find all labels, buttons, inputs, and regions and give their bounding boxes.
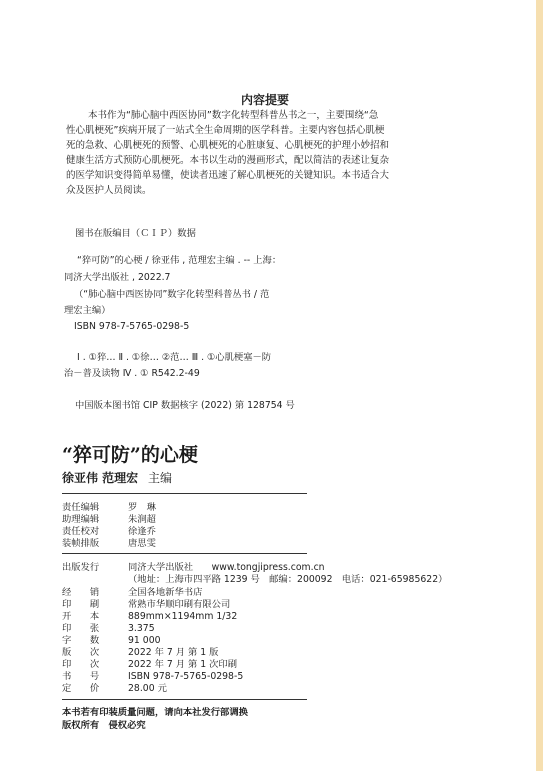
divider — [62, 493, 307, 494]
cip-number: 中国版本图书馆 CIP 数据核字 (2022) 第 128754 号 — [75, 400, 295, 411]
summary-line: 众及医护人员阅读。 — [66, 185, 152, 196]
author-names: 徐亚伟 范理宏 — [62, 471, 139, 485]
cip-line: 治－普及读物 Ⅳ . ① R542.2-49 — [64, 368, 200, 379]
pub-value: 常熟市华顺印刷有限公司 — [128, 599, 231, 610]
cip-line: （“肺心脑中西医协同”数字化转型科普丛书 / 范 — [74, 289, 270, 300]
divider — [62, 553, 307, 554]
pub-label: 定 价 — [62, 683, 100, 694]
pub-value: 全国各地新华书店 — [128, 587, 203, 598]
cip-line: 理宏主编） — [64, 305, 111, 316]
staff-label: 装帧排版 — [62, 538, 100, 549]
staff-label: 责任校对 — [62, 526, 100, 537]
summary-line: 本书作为“肺心脑中西医协同”数字化转型科普丛书之一，主要围绕“急 — [88, 110, 379, 121]
pub-value: 889mm×1194mm 1/32 — [128, 611, 238, 622]
pub-label: 印 刷 — [62, 599, 100, 610]
pub-value: 3.375 — [128, 623, 155, 634]
pub-value: 91 000 — [128, 635, 161, 646]
staff-label: 助理编辑 — [62, 514, 100, 525]
pub-value: 2022 年 7 月 第 1 版 — [128, 647, 219, 658]
book-authors — [62, 469, 172, 486]
summary-line: 健康生活方式预防心肌梗死。本书以生动的漫画形式，配以简洁的表述让复杂 — [66, 155, 390, 166]
quality-notice: 本书若有印装质量问题，请向本社发行部调换 — [62, 707, 248, 718]
pub-label: 开 本 — [62, 611, 100, 622]
summary-title: 内容提要 — [240, 93, 289, 107]
cip-line: “猝可防”的心梗 / 徐亚伟 , 范理宏主编 . -- 上海： — [77, 255, 282, 266]
summary-line: 性心肌梗死”疾病开展了一站式全生命周期的医学科普。主要内容包括心肌梗 — [66, 125, 385, 136]
cip-line: Ⅰ . ①猝… Ⅱ . ①徐… ②范… Ⅲ . ①心肌梗塞－防 — [77, 352, 272, 363]
cip-isbn: ISBN 978-7-5765-0298-5 — [74, 321, 190, 332]
pub-value: 28.00 元 — [128, 683, 167, 694]
summary-line: 的医学知识变得简单易懂，使读者迅速了解心肌梗死的关键知识。本书适合大 — [66, 170, 390, 181]
pub-label: 印 张 — [62, 623, 100, 634]
cip-heading: 图书在版编目（ＣＩＰ）数据 — [75, 228, 196, 239]
staff-label: 责任编辑 — [62, 502, 100, 513]
pub-label: 书 号 — [62, 671, 100, 682]
pub-label: 印 次 — [62, 659, 100, 670]
page-edge-stripe — [536, 0, 543, 771]
pub-label: 经 销 — [62, 587, 100, 598]
pub-label: 字 数 — [62, 635, 100, 646]
copyright-notice: 版权所有 侵权必究 — [62, 720, 146, 731]
staff-value: 朱涧超 — [128, 514, 156, 525]
summary-body — [66, 108, 470, 198]
pub-address: （地址：上海市四平路 1239 号 邮编：200092 电话：021-65985622） — [128, 574, 448, 585]
pub-value: 2022 年 7 月 第 1 次印刷 — [128, 659, 238, 670]
staff-value: 罗 琳 — [128, 502, 156, 513]
cip-line: 同济大学出版社 , 2022.7 — [64, 272, 171, 283]
staff-value: 徐逢乔 — [128, 526, 156, 537]
pub-value: ISBN 978-7-5765-0298-5 — [128, 671, 244, 682]
divider — [62, 699, 307, 700]
author-role: 主编 — [148, 471, 173, 485]
summary-line: 死的急救、心肌梗死的预警、心肌梗死的心脏康复、心肌梗死的护理小妙招和 — [66, 140, 390, 151]
pub-label: 出版发行 — [62, 562, 100, 573]
pub-label: 版 次 — [62, 647, 100, 658]
book-title: “猝可防”的心梗 — [62, 444, 198, 466]
pub-value: 同济大学出版社 www.tongjipress.com.cn — [128, 562, 325, 573]
staff-value: 唐思雯 — [128, 538, 156, 549]
